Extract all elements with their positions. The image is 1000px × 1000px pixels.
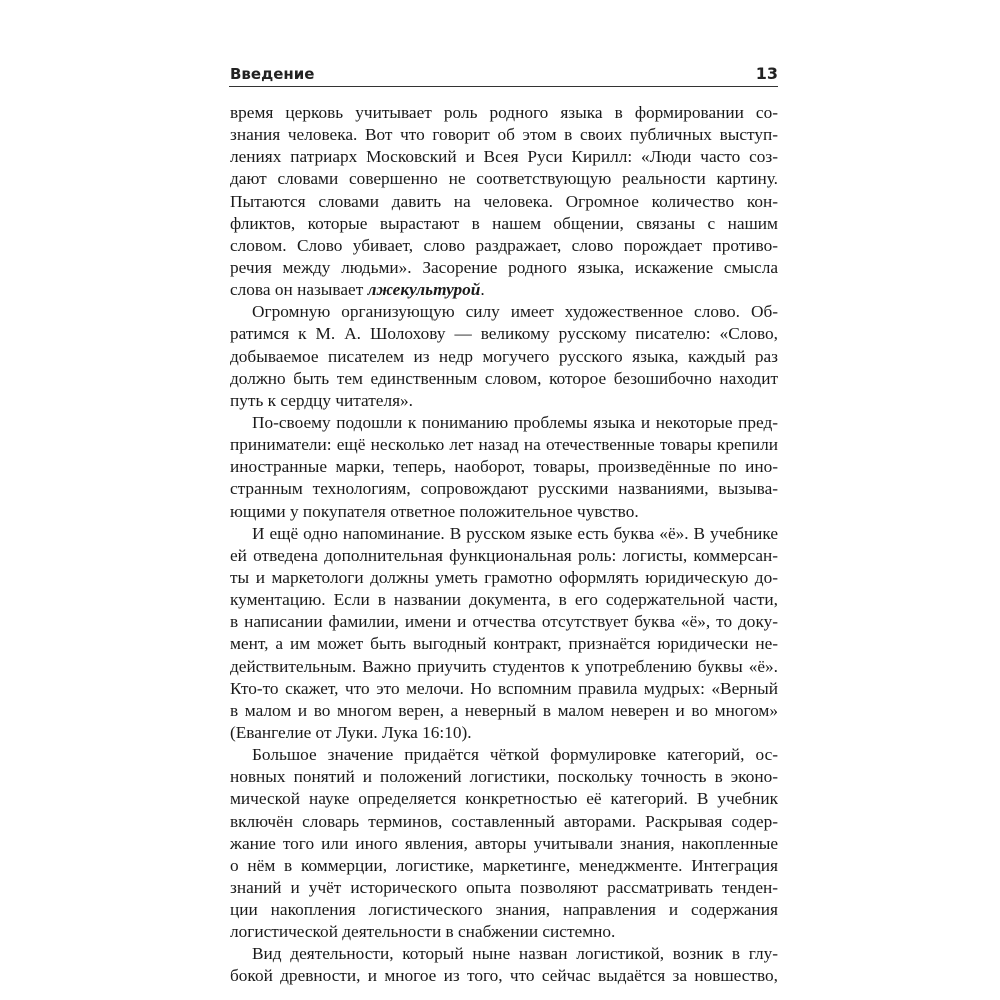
text-line: бокой древности, и многое из того, что сейчас выдаётся за новшество, [230,966,778,986]
body-text [230,102,778,988]
text-line: ты и маркетологи должны уметь грамотно оформлять юридическую до- [230,567,778,587]
text-line: мент, а им может быть выгодный контракт, признаётся юридически не- [230,634,778,654]
text-line: По-своему подошли к пониманию проблемы языка и некоторые пред- [252,412,778,432]
emphasized-term: лжекультурой [367,280,481,300]
text-line: Огромную организующую силу имеет художественное слово. Об- [252,302,778,322]
text-line: ющими у покупателя ответное положительное чувство. [230,501,639,521]
text-line: включён словарь терминов, составленный авторами. Раскрывая содер- [230,811,778,831]
text-line: ции накопления логистического знания, направления и содержания [230,900,778,920]
text-line: фликтов, которые вырастают в нашем общении, связаны с нашим [230,213,778,233]
text-line: логистической деятельности в снабжении системно. [230,922,616,942]
text-line: должно быть тем единственным словом, которое безошибочно находит [230,368,778,388]
text-line: странным технологиям, сопровождают русскими названиями, вызыва- [230,479,778,499]
text-line: жание того или иного явления, авторы учитывали знания, накопленные [230,833,778,853]
text-line [230,279,778,301]
text-line: Большое значение придаётся чёткой формулировке категорий, ос- [252,745,778,765]
text-line: в малом и во многом верен, а неверный в малом неверен и во многом» [230,700,778,720]
text-line: Кто-то скажет, что это мелочи. Но вспомним правила мудрых: «Верный [230,678,778,698]
text-line: путь к сердцу читателя». [230,390,414,410]
text-line: лениях патриарх Московский и Всея Руси Кирилл: «Люди часто соз- [230,147,778,167]
text-line: Вид деятельности, который ныне назван логистикой, возник в глу- [252,944,778,964]
text-line: действительным. Важно приучить студентов к употреблению буквы «ё». [230,656,778,676]
text-fragment: слова он называет [230,280,368,300]
text-line: о нём в коммерции, логистике, маркетинге, менеджменте. Интеграция [230,855,778,875]
text-line: в написании фамилии, имени и отчества отсутствует буква «ё», то доку- [230,612,778,632]
text-line: кументацию. Если в названии документа, в его содержательной части, [230,590,778,610]
text-line: И ещё одно напоминание. В русском языке есть буква «ё». В учебнике [252,523,778,543]
text-line: время церковь учитывает роль родного языка в формировании со- [230,103,778,122]
text-line: дают словами совершенно не соответствующую реальности картину. [230,169,778,189]
text-line: ей отведена дополнительная функциональная роль: логисты, коммерсан- [230,545,778,565]
text-line: (Евангелие от Луки. Лука 16:10). [230,722,472,742]
text-line: Пытаются словами давить на человека. Огромное количество кон- [230,191,778,211]
text-fragment: . [480,280,485,300]
text-line: знания человека. Вот что говорит об этом в своих публичных выступ- [230,125,778,145]
header-rule [229,86,778,87]
text-line: приниматели: ещё несколько лет назад на отечественные товары крепили [230,435,778,455]
text-line: новных понятий и положений логистики, поскольку точность в эконо- [230,767,778,787]
text-line: мической науке определяется конкретностью её категорий. В учебник [230,789,778,809]
text-line: речия между людьми». Засорение родного языка, искажение смысла [230,257,778,277]
section-title: Введение [230,65,315,83]
text-line: иностранные марки, теперь, наоборот, товары, произведённые по ино- [230,457,778,477]
text-line: ратимся к М. А. Шолохову — великому русскому писателю: «Слово, [230,324,778,344]
text-line: словом. Слово убивает, слово раздражает, слово порождает противо- [230,235,778,255]
running-header [229,62,778,88]
text-line: добываемое писателем из недр могучего русского языка, каждый раз [230,346,778,366]
page-number: 13 [755,64,778,83]
text-line: знаний и учёт исторического опыта позволяют рассматривать тенден- [230,877,778,897]
